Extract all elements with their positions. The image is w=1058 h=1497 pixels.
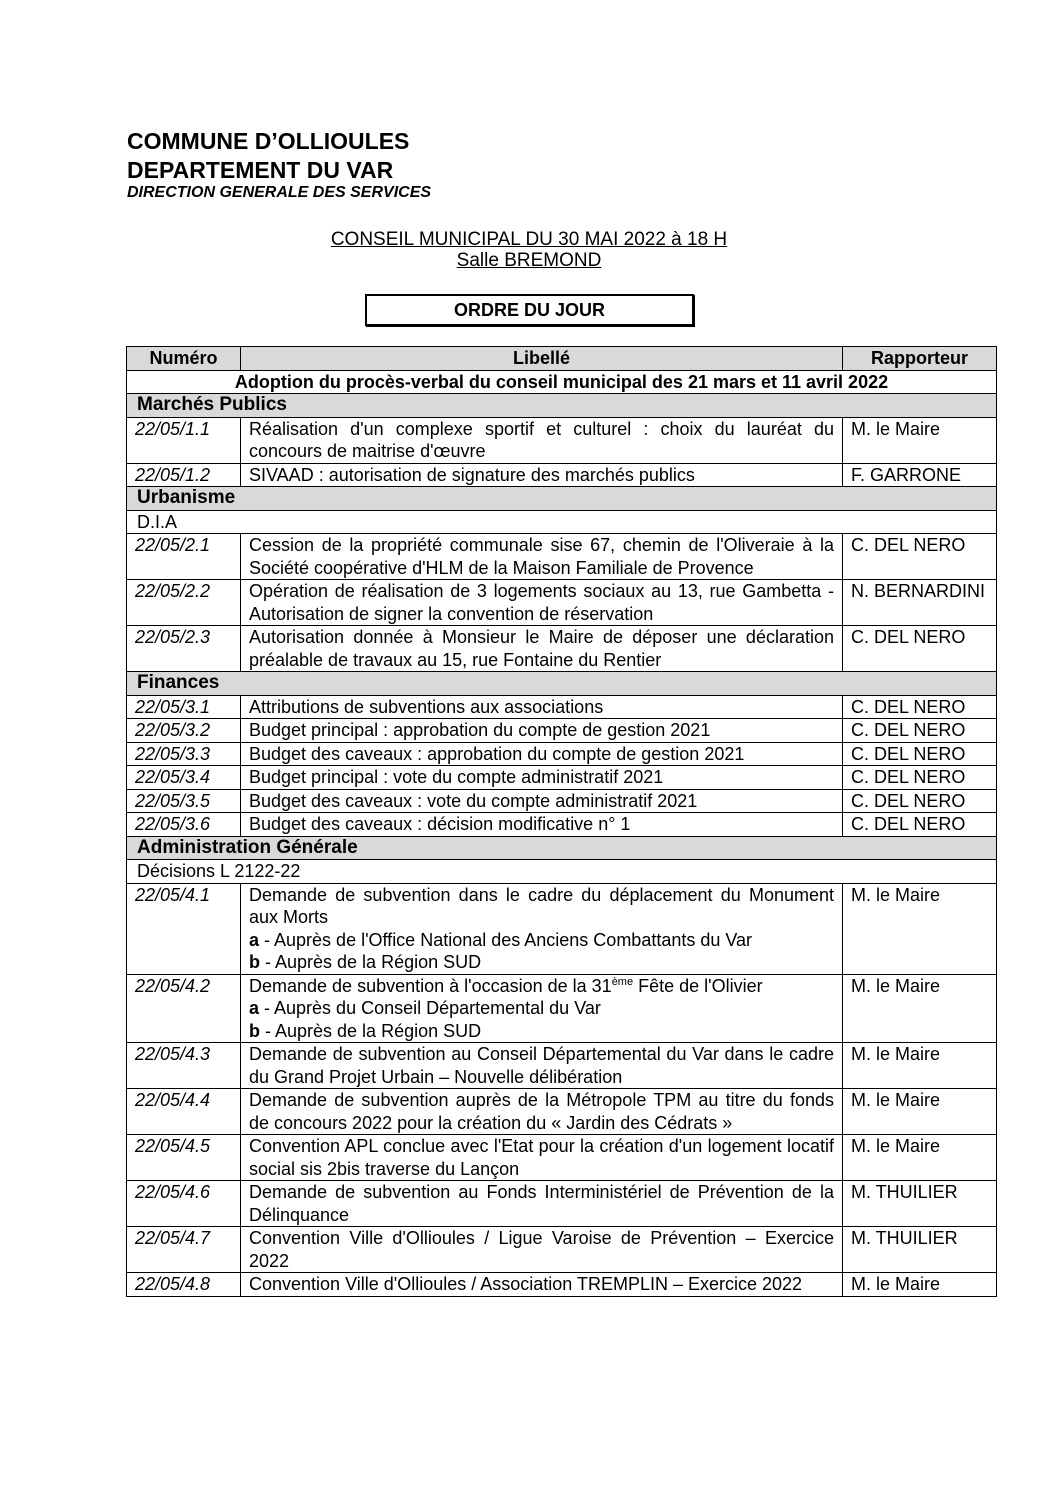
table-row [127,417,997,463]
table-row [127,766,997,790]
row-number: 22/05/3.1 [127,695,241,719]
row-sub-item-b [249,1020,834,1043]
table-row [127,1181,997,1227]
section-row [127,836,997,860]
council-title: CONSEIL MUNICIPAL DU 30 MAI 2022 à 18 H [330,229,728,250]
row-number: 22/05/4.6 [127,1181,241,1227]
row-number: 22/05/3.6 [127,813,241,837]
row-label: Convention Ville d'Ollioules / Association TREMPLIN – Exercice 2022 [241,1273,843,1297]
row-number: 22/05/4.8 [127,1273,241,1297]
row-rapporteur: M. le Maire [843,1089,997,1135]
table-row [127,626,997,672]
row-number: 22/05/2.1 [127,534,241,580]
row-number: 22/05/3.2 [127,719,241,743]
table-header-row [127,347,997,371]
row-rapporteur: N. BERNARDINI [843,580,997,626]
table-row [127,1227,997,1273]
row-label [241,974,843,1043]
sub-item-letter: a [249,929,260,950]
row-rapporteur: M. le Maire [843,417,997,463]
row-rapporteur: M. le Maire [843,1043,997,1089]
sub-item-text: - Auprès de l'Office National des Anciens Combattants du Var [259,929,753,950]
table-row [127,813,997,837]
row-number: 22/05/4.1 [127,883,241,974]
col-header-libelle: Libellé [241,347,843,371]
section-finances: Finances [127,672,997,696]
label-part: Fête de l'Olivier [633,975,763,996]
row-rapporteur: M. le Maire [843,1135,997,1181]
section-row [127,672,997,696]
section-marches-publics: Marchés Publics [127,394,997,418]
row-label: Demande de subvention auprès de la Métropole TPM au titre du fonds de concours 2022 pour la création du « Jardin des Cédrats » [241,1089,843,1135]
table-row [127,463,997,487]
row-label: Demande de subvention au Conseil Départemental du Var dans le cadre du Grand Projet Urbain – Nouvelle délibération [241,1043,843,1089]
col-header-numero: Numéro [127,347,241,371]
row-label: Cession de la propriété communale sise 67, chemin de l'Oliveraie à la Société coopérative d'HLM de la Maison Familiale de Provence [241,534,843,580]
row-rapporteur: M. THUILIER [843,1227,997,1273]
table-row [127,534,997,580]
row-label-main: Demande de subvention dans le cadre du déplacement du Monument aux Morts [249,884,834,927]
row-rapporteur: C. DEL NERO [843,742,997,766]
row-sub-item-a [249,997,834,1020]
row-number: 22/05/1.2 [127,463,241,487]
row-label: Convention APL conclue avec l'Etat pour la création d'un logement locatif social sis 2bis traverse du Lançon [241,1135,843,1181]
col-header-rapporteur: Rapporteur [843,347,997,371]
row-label-main [249,975,834,998]
row-label: Budget des caveaux : décision modificative n° 1 [241,813,843,837]
row-number: 22/05/1.1 [127,417,241,463]
table-row [127,742,997,766]
row-rapporteur: M. le Maire [843,974,997,1043]
row-number: 22/05/4.7 [127,1227,241,1273]
row-label: Budget des caveaux : approbation du compte de gestion 2021 [241,742,843,766]
row-rapporteur: C. DEL NERO [843,695,997,719]
adoption-row [127,370,997,394]
subsection-row [127,510,997,534]
subsection-row [127,860,997,884]
adoption-text: Adoption du procès-verbal du conseil municipal des 21 mars et 11 avril 2022 [127,370,997,394]
row-number: 22/05/4.4 [127,1089,241,1135]
table-row [127,789,997,813]
label-superscript: ème [611,975,634,988]
row-label: Convention Ville d'Ollioules / Ligue Varoise de Prévention – Exercice 2022 [241,1227,843,1273]
agenda-table [126,346,997,1297]
sub-item-text: - Auprès de la Région SUD [260,952,482,972]
section-row [127,394,997,418]
row-rapporteur: C. DEL NERO [843,813,997,837]
label-part: Demande de subvention à l'occasion de la 31 [249,975,612,996]
row-number: 22/05/2.2 [127,580,241,626]
row-number: 22/05/4.2 [127,974,241,1043]
row-sub-item-b [249,951,834,974]
table-row [127,580,997,626]
department-name: DEPARTEMENT DU VAR [127,157,394,183]
row-number: 22/05/4.3 [127,1043,241,1089]
row-label: Autorisation donnée à Monsieur le Maire de déposer une déclaration préalable de travaux au 15, rue Fontaine du Rentier [241,626,843,672]
sub-item-letter: a [249,998,260,1018]
row-label: Budget des caveaux : vote du compte administratif 2021 [241,789,843,813]
subsection-decisions: Décisions L 2122-22 [127,860,997,884]
row-rapporteur: C. DEL NERO [843,626,997,672]
direction-name: DIRECTION GENERALE DES SERVICES [127,184,432,201]
row-rapporteur: M. le Maire [843,883,997,974]
section-administration-generale: Administration Générale [127,836,997,860]
sub-item-letter: b [249,952,260,972]
row-number: 22/05/3.4 [127,766,241,790]
table-row [127,1089,997,1135]
table-row [127,719,997,743]
row-label: Réalisation d'un complexe sportif et culturel : choix du lauréat du concours de maitrise d'œuvre [241,417,843,463]
row-rapporteur: M. THUILIER [843,1181,997,1227]
council-venue: Salle BREMOND [456,250,602,271]
commune-name: COMMUNE D’OLLIOULES [127,128,410,154]
table-row [127,695,997,719]
row-label: Demande de subvention au Fonds Interministériel de Prévention de la Délinquance [241,1181,843,1227]
agenda-heading: ORDRE DU JOUR [365,294,694,326]
row-label: Budget principal : vote du compte administratif 2021 [241,766,843,790]
table-row [127,1043,997,1089]
row-sub-item-a [249,929,834,952]
row-number: 22/05/3.5 [127,789,241,813]
sub-item-text: - Auprès du Conseil Départemental du Var [259,998,601,1018]
section-urbanisme: Urbanisme [127,487,997,511]
row-number: 22/05/2.3 [127,626,241,672]
sub-item-text: - Auprès de la Région SUD [260,1020,482,1041]
row-label: SIVAAD : autorisation de signature des marchés publics [241,463,843,487]
subsection-dia: D.I.A [127,510,997,534]
row-rapporteur: C. DEL NERO [843,719,997,743]
row-label: Attributions de subventions aux associations [241,695,843,719]
table-row [127,1135,997,1181]
row-rapporteur: F. GARRONE [843,463,997,487]
table-row [127,883,997,974]
table-row [127,974,997,1043]
row-number: 22/05/4.5 [127,1135,241,1181]
row-rapporteur: C. DEL NERO [843,766,997,790]
row-rapporteur: C. DEL NERO [843,789,997,813]
section-row [127,487,997,511]
sub-item-letter: b [249,1020,260,1041]
row-label: Opération de réalisation de 3 logements sociaux au 13, rue Gambetta - Autorisation de signer la convention de réservation [241,580,843,626]
row-label [241,883,843,974]
row-label: Budget principal : approbation du compte de gestion 2021 [241,719,843,743]
row-rapporteur: M. le Maire [843,1273,997,1297]
table-row [127,1273,997,1297]
row-rapporteur: C. DEL NERO [843,534,997,580]
row-number: 22/05/3.3 [127,742,241,766]
